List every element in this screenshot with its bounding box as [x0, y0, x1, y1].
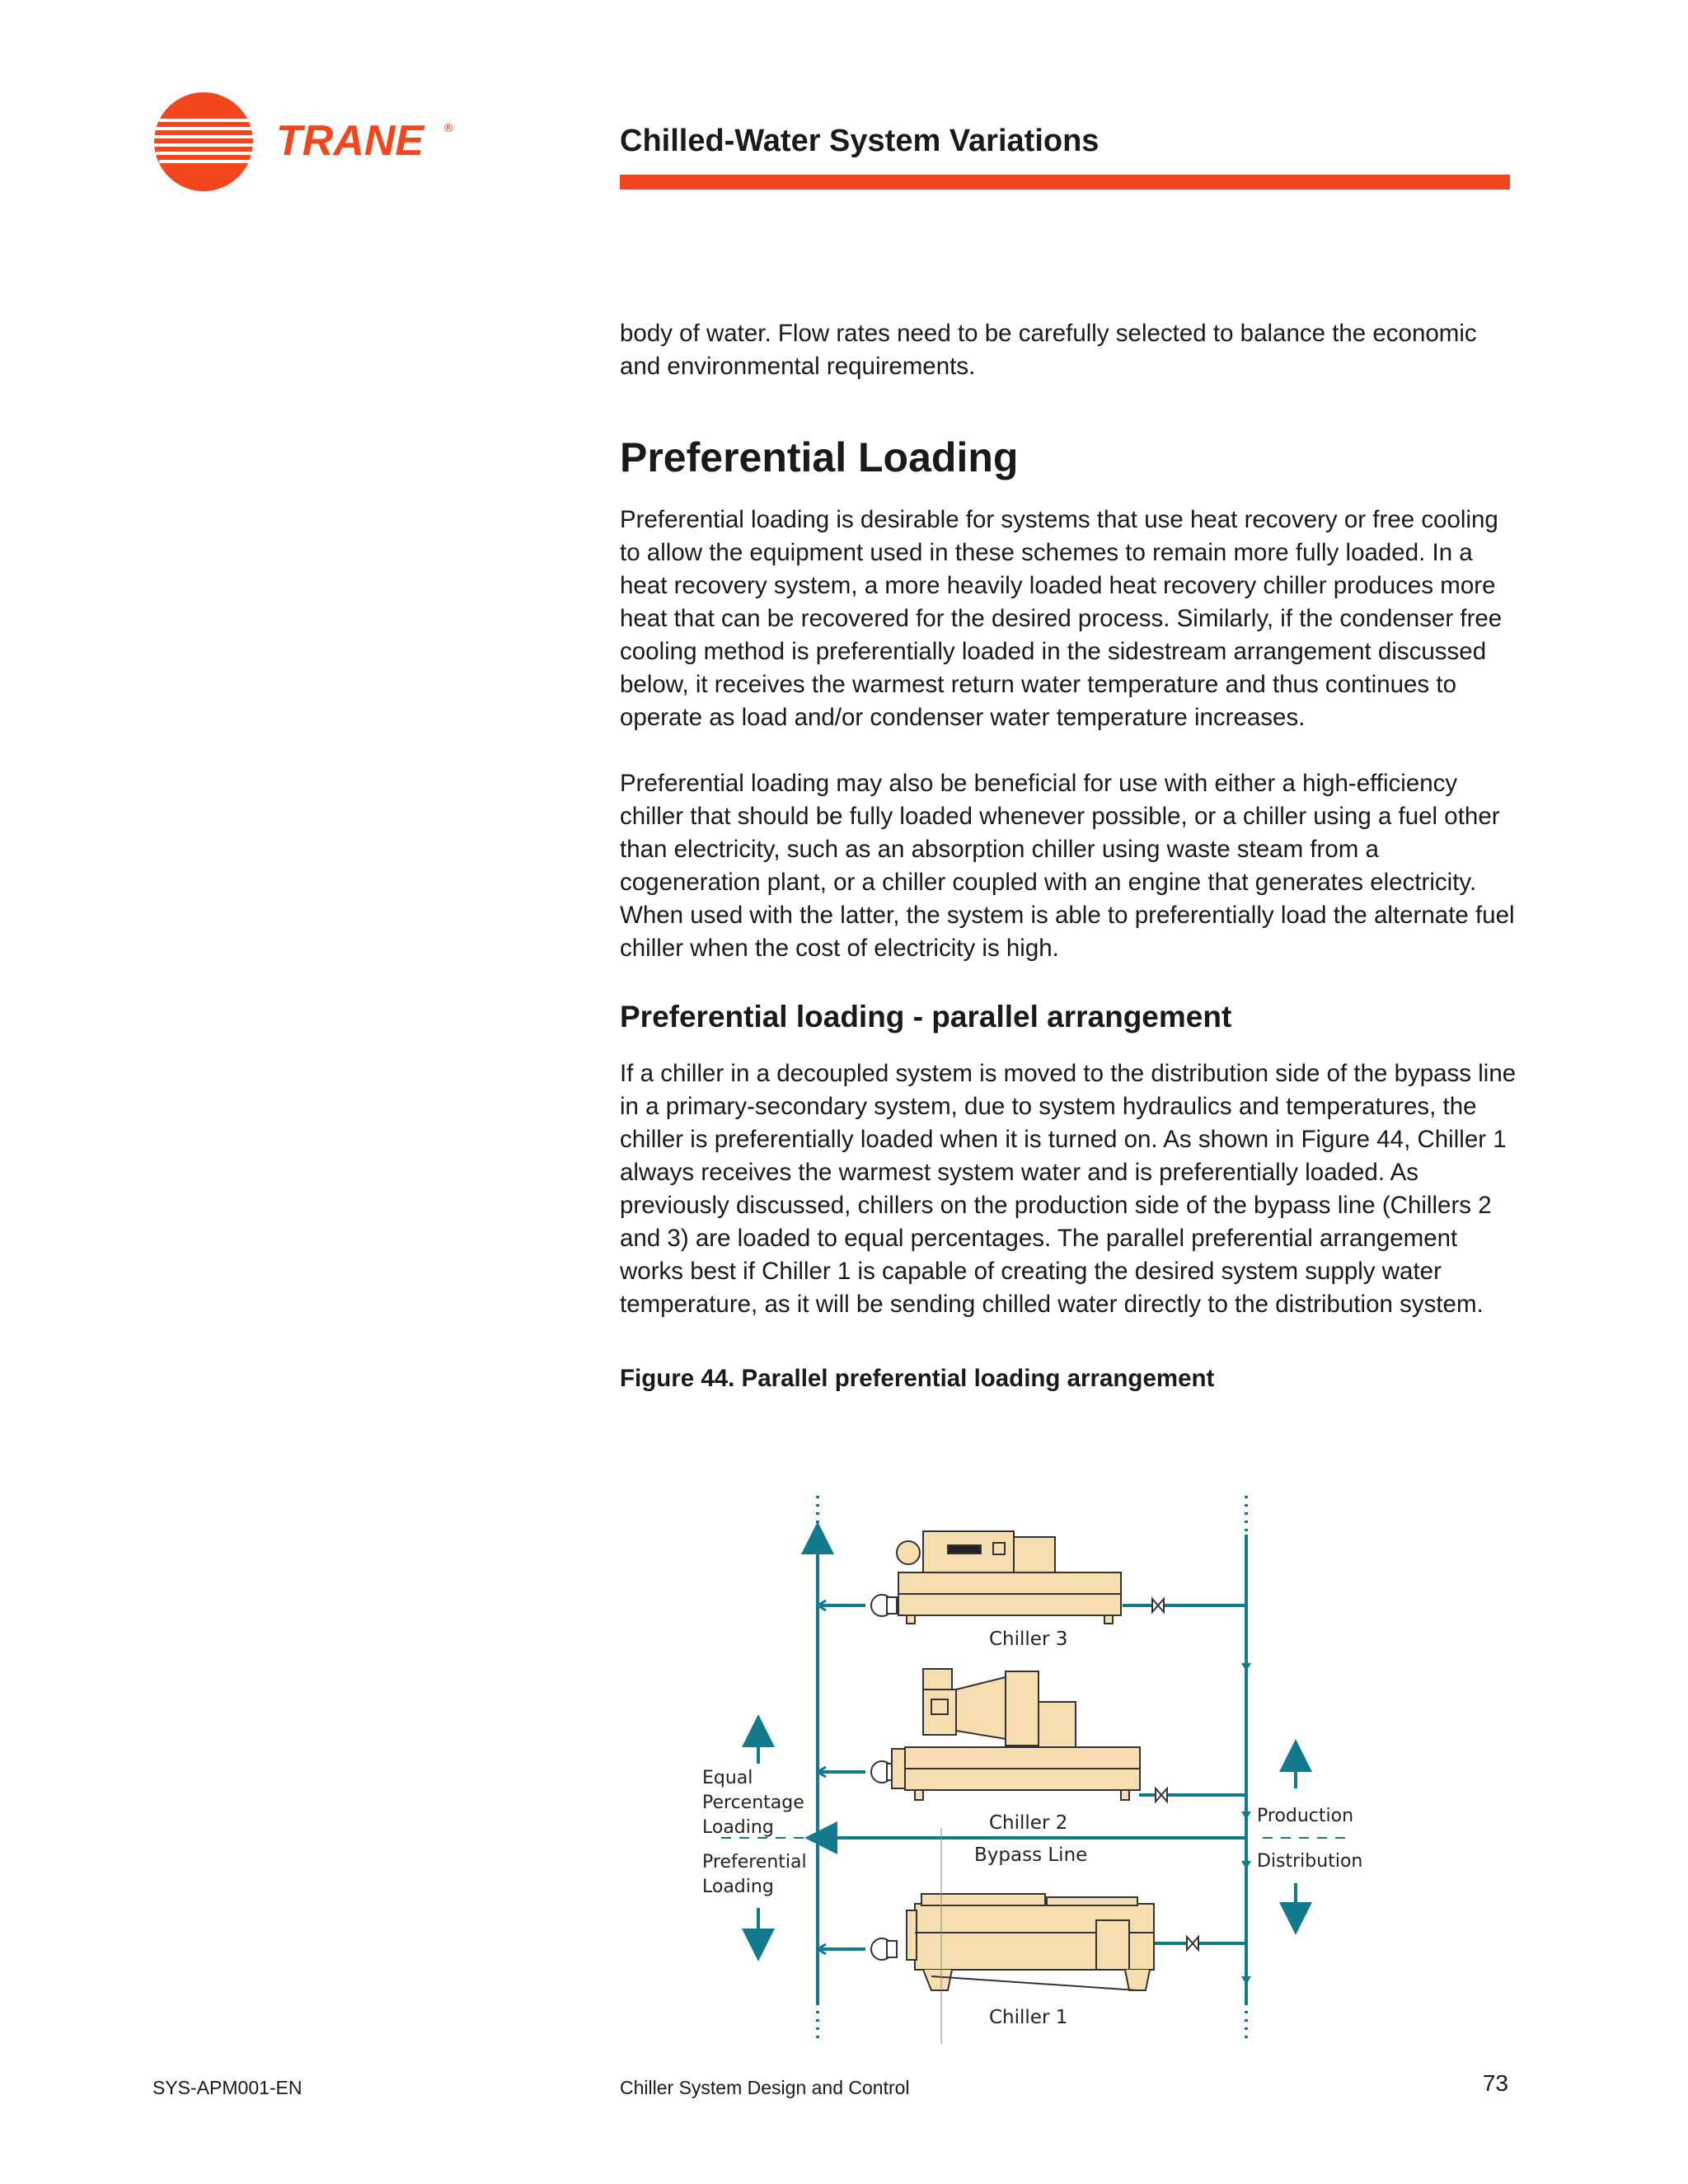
heading-preferential-loading: Preferential Loading: [620, 434, 1019, 480]
valve-icon: [1156, 1788, 1167, 1802]
parallel-loading-diagram: [676, 1483, 1418, 2052]
figure-caption: Figure 44. Parallel preferential loading arrangement: [620, 1365, 1215, 1392]
page-number: 73: [1482, 2070, 1508, 2096]
bypass-line-label: Bypass Line: [974, 1844, 1088, 1866]
chiller-3-label: Chiller 3: [989, 1629, 1068, 1650]
right-pipe-arrow-3: [1241, 1861, 1251, 1869]
left-label-bottom-2: Loading: [702, 1877, 774, 1897]
valve-icons: [1152, 1599, 1198, 1950]
section-title: Chilled-Water System Variations: [620, 124, 1100, 158]
paragraph-1: Preferential loading is desirable for systems that use heat recovery or free cooling to allow the equipment used in these schemes to remain more fully loaded. In a heat recovery system, a more heavily loaded heat recovery chiller produces more heat that can be recovered for the desired process. Similarly, if the condenser free cooling method is preferentially loaded in the sidestream arrangement discussed below, it receives the warmest return water temperature and thus continues to operate as load and/or condenser water temperature increases.: [620, 506, 1503, 731]
title-rule: [620, 175, 1510, 190]
brand-mark: ®: [443, 122, 454, 135]
chiller-3-unit: [897, 1531, 1121, 1624]
chiller-2-label: Chiller 2: [989, 1812, 1068, 1834]
right-label-bottom: Distribution: [1257, 1851, 1363, 1872]
trane-logo-mark: [152, 91, 466, 194]
paragraph-2: Preferential loading may also be beneficial for use with either a high-efficiency chiller that should be fully loaded whenever possible, or a chiller using a fuel other than electricity, such as an absorption chiller using waste steam from a cogeneration plant, or a chiller coupled with an engine that generates electricity. When used with the latter, the system is able to preferentially load the alternate fuel chiller when the cost of electricity is high.: [620, 770, 1515, 962]
subheading-parallel: Preferential loading - parallel arrangement: [620, 1000, 1232, 1033]
right-pipe-arrow-1: [1241, 1663, 1251, 1671]
footer-doc-id: SYS-APM001-EN: [152, 2077, 302, 2098]
chiller-2-unit: [892, 1669, 1140, 1800]
paragraph-3: If a chiller in a decoupled system is moved to the distribution side of the bypass line in a primary-secondary system, due to system hydraulics and temperatures, the chiller is preferentially loaded when it is turned on. As shown in Figure 44, Chiller 1 always receives the warmest system water and is preferentially loaded. As previously discussed, chillers on the production side of the bypass line (Chillers 2 and 3) are loaded to equal percentages. The parallel preferential arrangement works best if Chiller 1 is capable of creating the desired system supply water temperature, as it will be sending chilled water directly to the distribution system.: [620, 1060, 1517, 1318]
figure-44: [676, 1483, 1418, 2052]
valve-icon: [1152, 1599, 1164, 1612]
trane-logo: [152, 91, 466, 194]
footer-doc-title: Chiller System Design and Control: [620, 2077, 910, 2098]
main-content: [620, 317, 1518, 1395]
left-label-bottom-1: Preferential: [702, 1852, 807, 1872]
intro-paragraph: body of water. Flow rates need to be carefully selected to balance the economic and environmental requirements.: [620, 320, 1477, 380]
left-label-top-3: Loading: [702, 1817, 774, 1838]
valve-icon: [1187, 1937, 1198, 1950]
left-label-top-1: Equal: [702, 1768, 753, 1788]
brand-name: TRANE: [276, 117, 424, 165]
chiller-1-label: Chiller 1: [989, 2007, 1068, 2028]
right-label-top: Production: [1257, 1806, 1354, 1826]
right-pipe-arrow-4: [1241, 1976, 1251, 1985]
chiller-1-unit: [907, 1894, 1154, 1990]
left-label-top-2: Percentage: [702, 1793, 804, 1813]
right-pipe-arrow-2: [1241, 1811, 1251, 1820]
